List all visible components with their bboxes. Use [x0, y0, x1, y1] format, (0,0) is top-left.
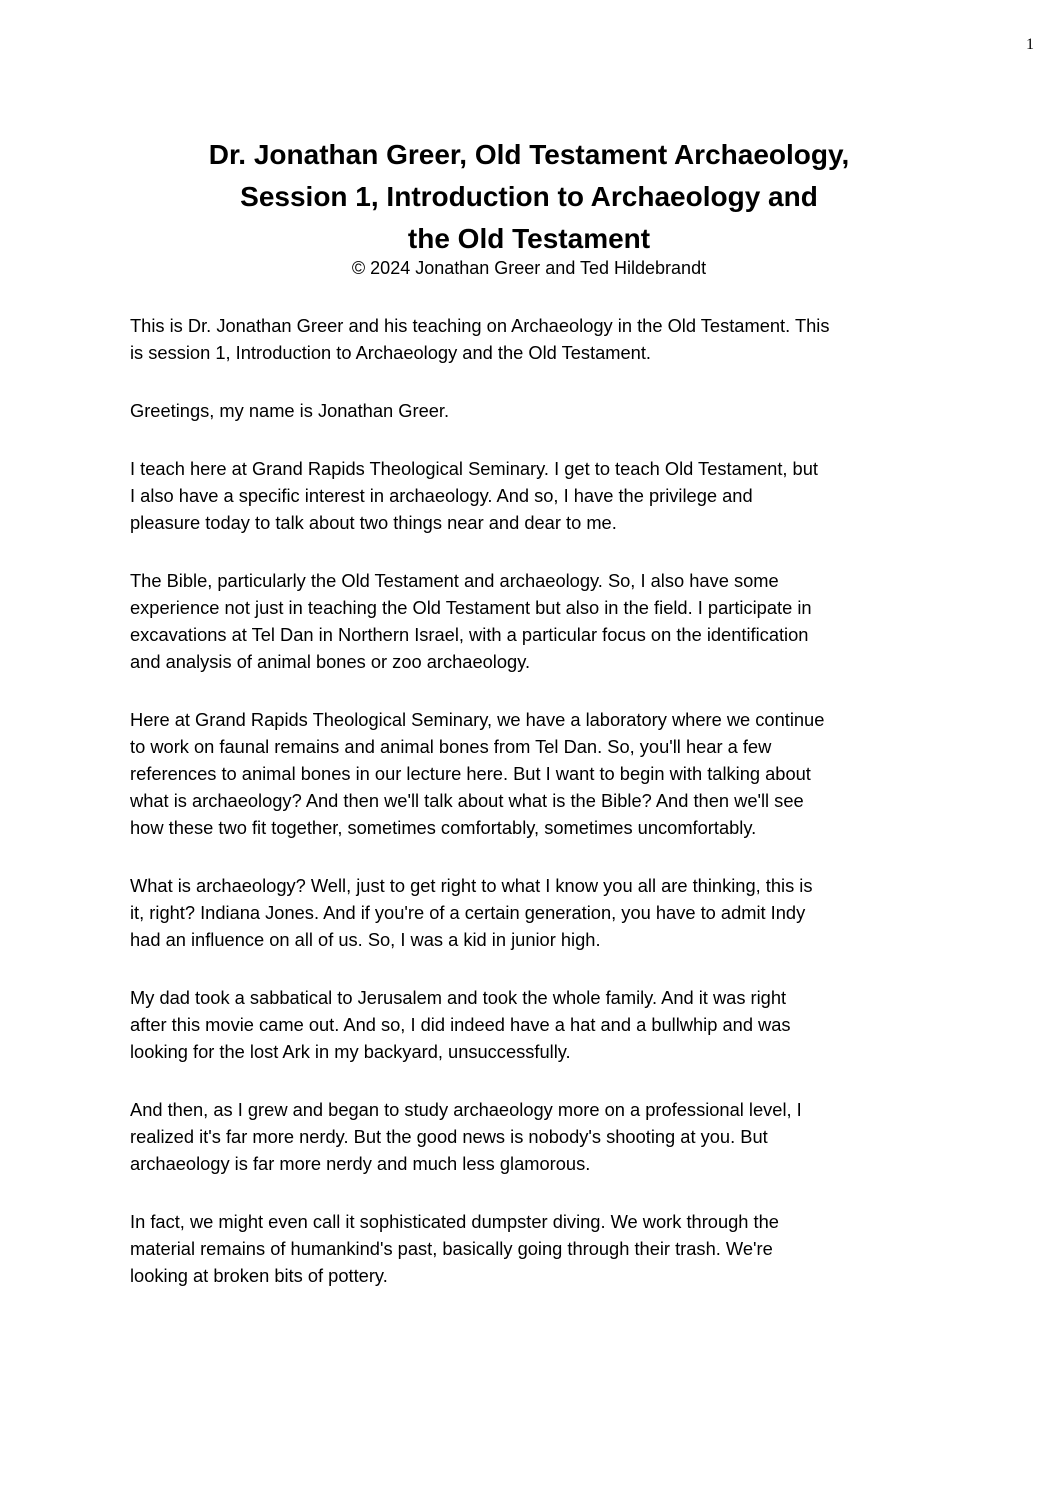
- document-body: [130, 312, 829, 1320]
- document-title: [0, 134, 1058, 260]
- text-line: archaeology is far more nerdy and much less glamorous.: [130, 1153, 591, 1174]
- text-line: This is Dr. Jonathan Greer and his teaching on Archaeology in the Old Testament. This: [130, 315, 830, 336]
- text-line: I also have a specific interest in archaeology. And so, I have the privilege and: [130, 485, 753, 506]
- title-line: Session 1, Introduction to Archaeology and: [240, 181, 818, 212]
- paragraph: [130, 312, 829, 366]
- text-line: material remains of humankind's past, basically going through their trash. We're: [130, 1238, 773, 1259]
- text-line: what is archaeology? And then we'll talk about what is the Bible? And then we'll see: [130, 790, 804, 811]
- text-line: had an influence on all of us. So, I was a kid in junior high.: [130, 929, 601, 950]
- text-line: I teach here at Grand Rapids Theological Seminary. I get to teach Old Testament, but: [130, 458, 818, 479]
- text-line: and analysis of animal bones or zoo archaeology.: [130, 651, 531, 672]
- paragraph: [130, 397, 829, 424]
- text-line: how these two fit together, sometimes comfortably, sometimes uncomfortably.: [130, 817, 757, 838]
- paragraph: [130, 567, 829, 675]
- text-line: pleasure today to talk about two things near and dear to me.: [130, 512, 617, 533]
- text-line: And then, as I grew and began to study archaeology more on a professional level, I: [130, 1099, 802, 1120]
- text-line: The Bible, particularly the Old Testament and archaeology. So, I also have some: [130, 570, 779, 591]
- text-line: is session 1, Introduction to Archaeology and the Old Testament.: [130, 342, 651, 363]
- text-line: looking at broken bits of pottery.: [130, 1265, 388, 1286]
- text-line: In fact, we might even call it sophisticated dumpster diving. We work through the: [130, 1211, 779, 1232]
- page-number: 1: [1026, 36, 1034, 53]
- paragraph: [130, 1208, 829, 1289]
- paragraph: [130, 984, 829, 1065]
- text-line: What is archaeology? Well, just to get right to what I know you all are thinking, this is: [130, 875, 813, 896]
- title-line: the Old Testament: [407, 223, 651, 254]
- text-line: Here at Grand Rapids Theological Seminary, we have a laboratory where we continue: [130, 709, 825, 730]
- text-line: My dad took a sabbatical to Jerusalem and took the whole family. And it was right: [130, 987, 787, 1008]
- paragraph: [130, 872, 829, 953]
- paragraph: [130, 1096, 829, 1177]
- copyright-notice: © 2024 Jonathan Greer and Ted Hildebrandt: [351, 258, 707, 278]
- text-line: excavations at Tel Dan in Northern Israel, with a particular focus on the identification: [130, 624, 809, 645]
- text-line: references to animal bones in our lecture here. But I want to begin with talking about: [130, 763, 811, 784]
- text-line: it, right? Indiana Jones. And if you're of a certain generation, you have to admit Indy: [130, 902, 806, 923]
- text-line: experience not just in teaching the Old Testament but also in the field. I participate in: [130, 597, 812, 618]
- text-line: to work on faunal remains and animal bones from Tel Dan. So, you'll hear a few: [130, 736, 772, 757]
- text-line: Greetings, my name is Jonathan Greer.: [130, 400, 450, 421]
- text-line: looking for the lost Ark in my backyard, unsuccessfully.: [130, 1041, 571, 1062]
- text-line: realized it's far more nerdy. But the good news is nobody's shooting at you. But: [130, 1126, 768, 1147]
- title-line: Dr. Jonathan Greer, Old Testament Archaeology,: [208, 139, 850, 170]
- paragraph: [130, 706, 829, 841]
- text-line: after this movie came out. And so, I did indeed have a hat and a bullwhip and was: [130, 1014, 791, 1035]
- paragraph: [130, 455, 829, 536]
